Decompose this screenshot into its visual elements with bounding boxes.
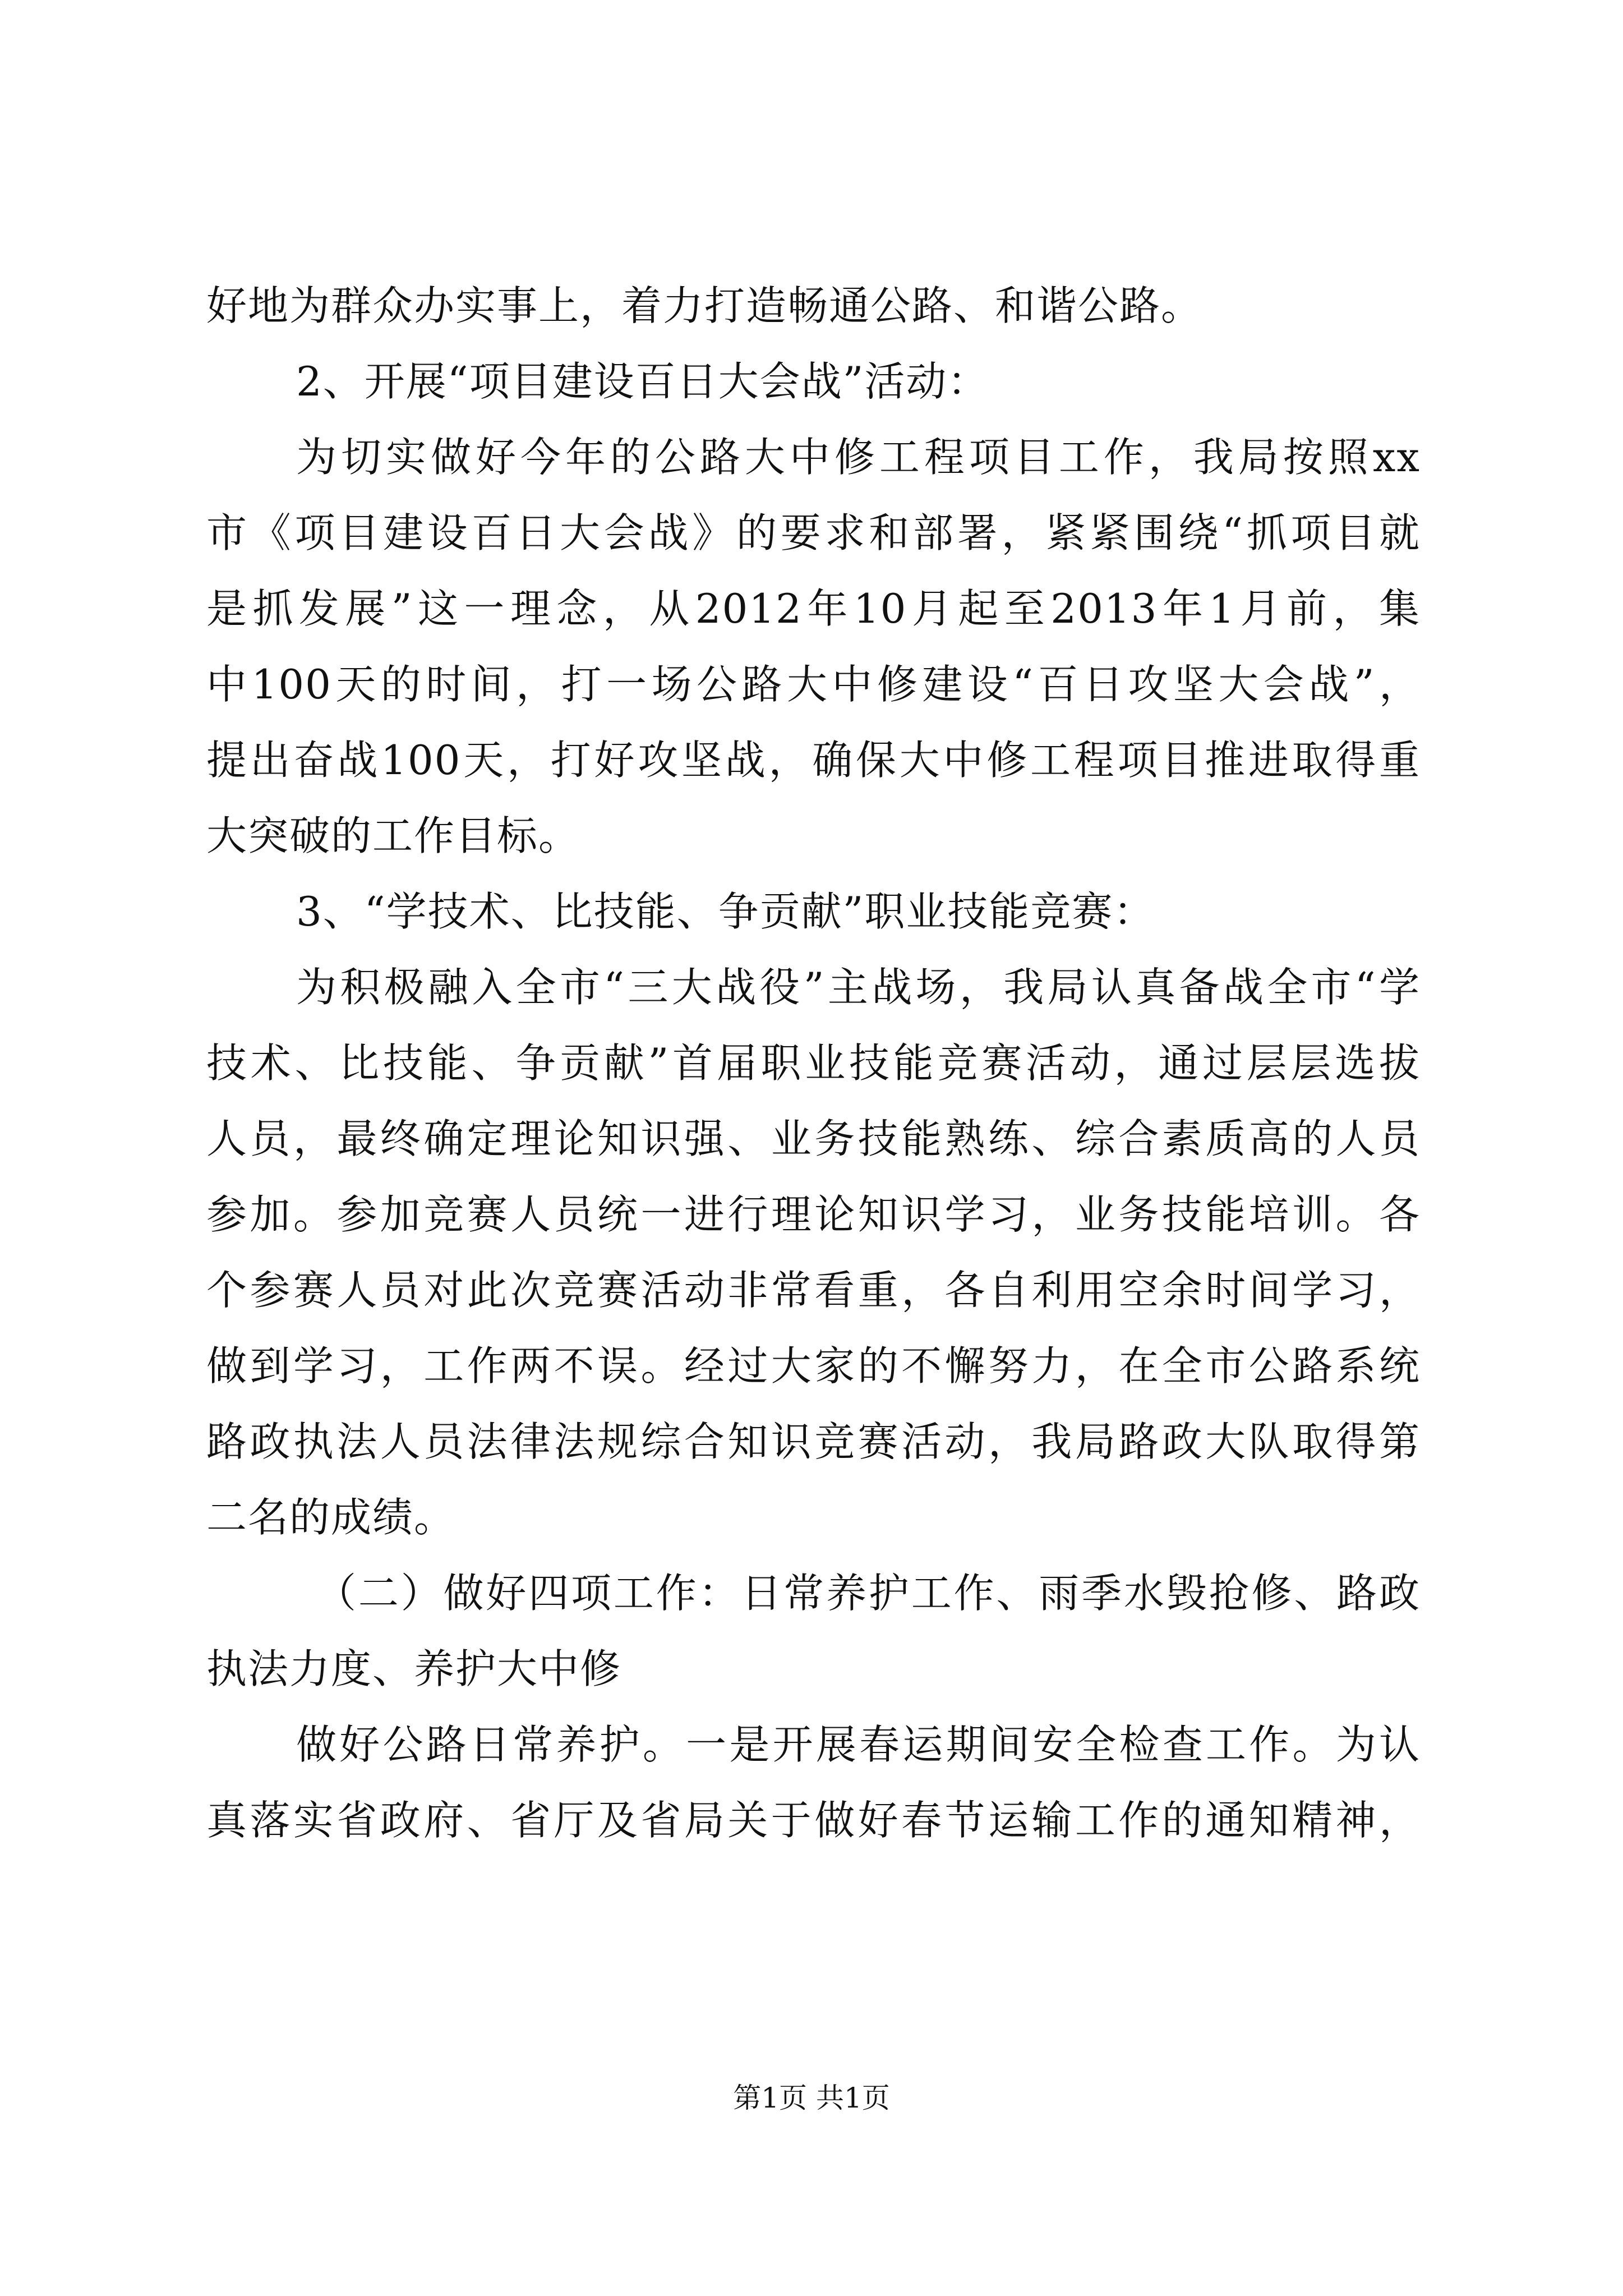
paragraph-line: 路政执法人员法律法规综合知识竞赛活动，我局路政大队取得第 [206, 1418, 1421, 1465]
paragraph-line: 参加。参加竞赛人员统一进行理论知识学习，业务技能培训。各 [206, 1191, 1421, 1238]
section-heading: 执法力度、养护大中修 [206, 1645, 622, 1692]
paragraph-line: 是抓发展”这一理念，从2012年10月起至2013年1月前，集 [206, 585, 1421, 632]
paragraph-line: 做到学习，工作两不误。经过大家的不懈努力，在全市公路系统 [206, 1342, 1421, 1389]
paragraph-line: 为切实做好今年的公路大中修工程项目工作，我局按照xx [296, 434, 1421, 481]
paragraph-line: 好地为群众办实事上，着力打造畅通公路、和谐公路。 [206, 282, 1203, 329]
section-heading: 3、“学技术、比技能、争贡献”职业技能竞赛： [296, 888, 1155, 935]
paragraph-line: 大突破的工作目标。 [206, 812, 580, 859]
paragraph-line: 为积极融入全市“三大战役”主战场，我局认真备战全市“学 [296, 964, 1421, 1011]
page-number: 第1页 共1页 [733, 2082, 890, 2114]
paragraph-line: 市《项目建设百日大会战》的要求和部署，紧紧围绕“抓项目就 [206, 509, 1421, 556]
paragraph-line: 提出奋战100天，打好攻坚战，确保大中修工程项目推进取得重 [206, 737, 1421, 784]
document-body [206, 268, 1421, 1858]
paragraph-line: 个参赛人员对此次竞赛活动非常看重，各自利用空余时间学习， [206, 1267, 1421, 1314]
paragraph-line: 技术、比技能、争贡献”首届职业技能竞赛活动，通过层层选拔 [206, 1039, 1421, 1087]
page-footer [0, 2078, 1623, 2118]
paragraph-line: 真落实省政府、省厅及省局关于做好春节运输工作的通知精神， [206, 1797, 1421, 1844]
paragraph-line: 人员，最终确定理论知识强、业务技能熟练、综合素质高的人员 [206, 1115, 1421, 1162]
paragraph-line: 做好公路日常养护。一是开展春运期间安全检查工作。为认 [296, 1721, 1421, 1768]
paragraph-line: 中100天的时间，打一场公路大中修建设“百日攻坚大会战”， [206, 661, 1421, 708]
paragraph-line: 二名的成绩。 [206, 1494, 456, 1541]
section-heading: 2、开展“项目建设百日大会战”活动： [296, 358, 989, 405]
section-heading: （二）做好四项工作：日常养护工作、雨季水毁抢修、路政 [316, 1570, 1421, 1617]
